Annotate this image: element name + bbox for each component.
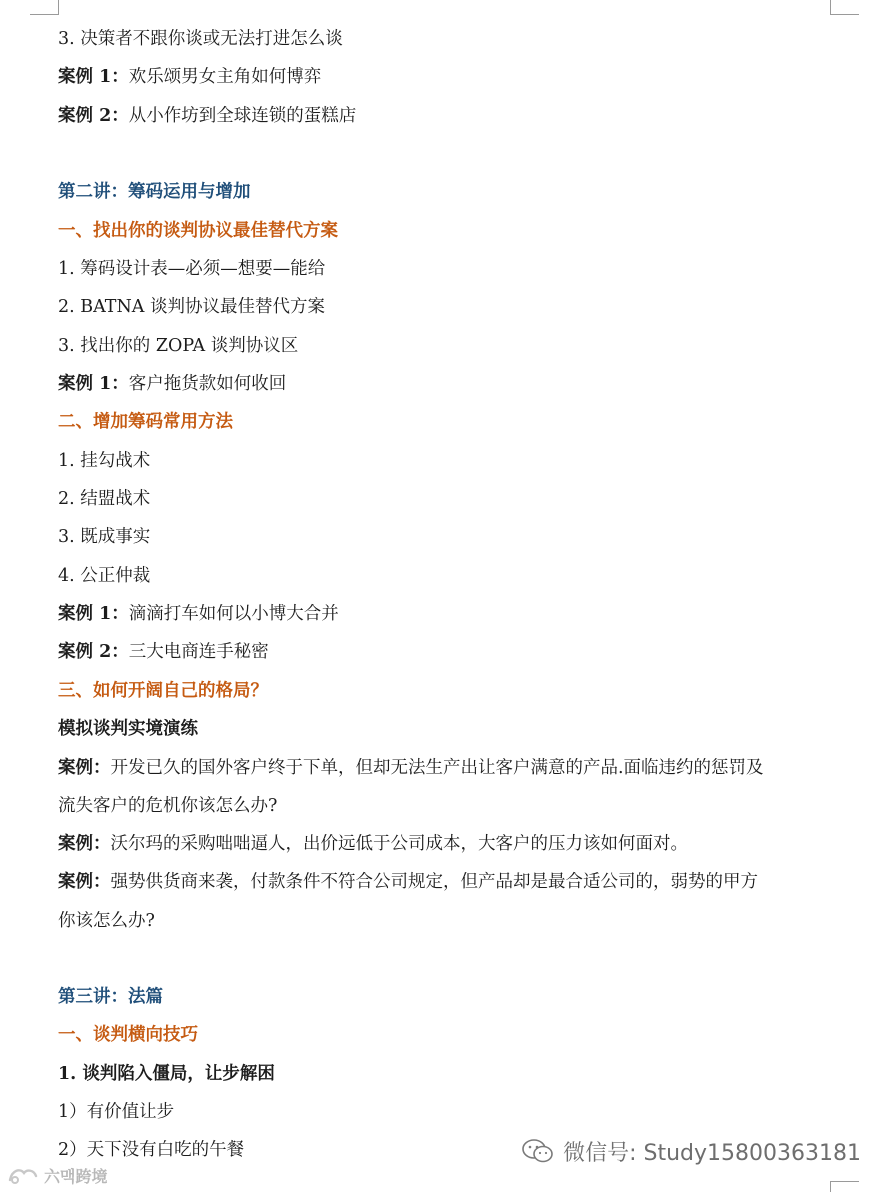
page-corner-mark-top-left [30,0,59,15]
case-line: 案例 1：滴滴打车如何以小博大合并 [58,604,339,624]
wechat-icon [521,1137,555,1165]
case-label: 案例： [58,872,111,892]
watermark-text: 微信号: Study15800363181 [563,1140,861,1166]
case-line: 案例：强势供货商来袭，付款条件不符合公司规定，但产品却是最合适公司的，弱势的甲方 [58,872,758,892]
list-item: 1）有价值让步 [58,1102,175,1122]
case-label: 案例 1： [58,374,129,394]
case-label: 案例 1： [58,604,129,624]
case-label: 案例 2： [58,106,129,126]
lecture-heading: 第二讲：筹码运用与增加 [58,182,251,202]
subheading: 模拟谈判实境演练 [58,719,198,739]
wechat-watermark [521,1136,861,1166]
case-line: 案例 1：客户拖货款如何收回 [58,374,287,394]
case-line: 案例 2：三大电商连手秘密 [58,642,269,662]
case-line: 案例：沃尔玛的采购咄咄逼人，出价远低于公司成本，大客户的压力该如何面对。 [58,834,688,854]
list-item: 2）天下没有白吃的午餐 [58,1140,245,1160]
list-item: 3. 既成事实 [58,527,151,547]
case-line: 案例：开发已久的国外客户终于下单，但却无法生产出让客户满意的产品.面临违约的惩罚及 [58,758,764,778]
list-item: 1. 挂勾战术 [58,451,151,471]
case-label: 案例： [58,758,111,778]
case-label: 案例 1： [58,67,129,87]
list-item: 1. 筹码设计表—必须—想要—能给 [58,259,326,279]
text-line: 你该怎么办? [58,911,155,931]
case-line: 案例 2：从小作坊到全球连锁的蛋糕店 [58,106,357,126]
page-corner-mark-top-right [830,0,859,15]
list-item: 4. 公正仲裁 [58,566,151,586]
section-heading: 二、增加筹码常用方法 [58,412,233,432]
text-line: 流失客户的危机你该怎么办? [58,796,278,816]
case-label: 案例 2： [58,642,129,662]
list-item: 2. 结盟战术 [58,489,151,509]
section-heading: 三、如何开阔自己的格局？ [58,681,268,701]
section-heading: 一、谈判横向技巧 [58,1025,198,1045]
case-label: 案例： [58,834,111,854]
case-line: 案例 1：欢乐颂男女主角如何博弈 [58,67,322,87]
list-item: 2. BATNA 谈判协议最佳替代方案 [58,297,325,317]
brand-logo [6,1162,107,1188]
logo-text: 六맥跨境 [44,1166,108,1186]
logo-icon [6,1164,40,1186]
section-heading: 一、找出你的谈判协议最佳替代方案 [58,221,338,241]
list-item: 3. 决策者不跟你谈或无法打进怎么谈 [58,29,343,49]
list-item: 3. 找出你的 ZOPA 谈判协议区 [58,336,299,356]
lecture-heading: 第三讲：法篇 [58,987,163,1007]
page-corner-mark-bottom-right [830,1181,859,1192]
subheading: 1. 谈判陷入僵局，让步解困 [58,1064,275,1084]
